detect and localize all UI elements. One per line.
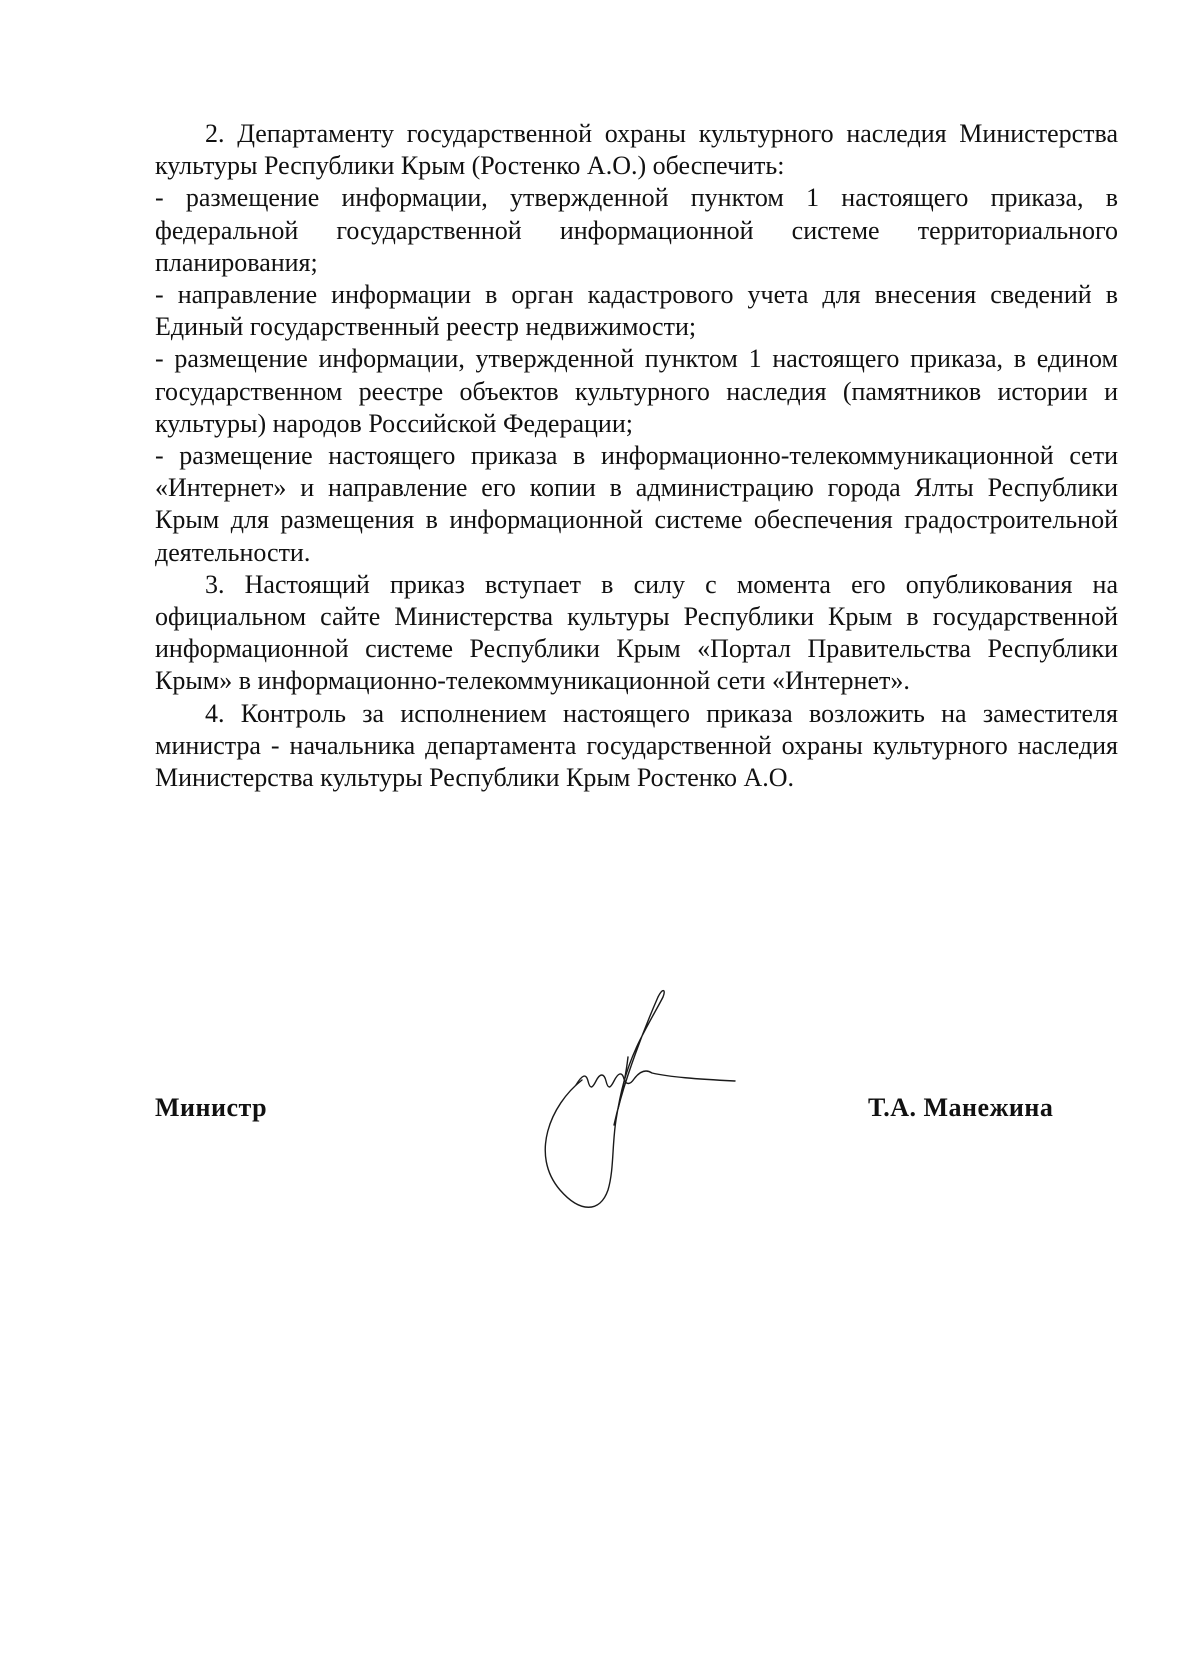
- list-item-publish-planning-system: - размещение информации, утвержденной пунктом 1 настоящего приказа, в федеральной государственной информационной системе территориального планирования;: [155, 183, 1118, 277]
- signature-stroke-letters: [576, 1071, 735, 1087]
- paragraph-item-2: 2. Департаменту государственной охраны культурного наследия Министерства культуры Республики Крым (Ростенко А.О.) обеспечить:: [155, 119, 1118, 181]
- list-item-heritage-registry: - размещение информации, утвержденной пунктом 1 настоящего приказа, в едином государственном реестре объектов культурного наследия (памятников истории и культуры) народов Российской Федерации;: [155, 344, 1118, 438]
- list-item-internet-publication: - размещение настоящего приказа в информационно-телекоммуникационной сети «Интернет» и направление его копии в администрацию города Ялты Республики Крым для размещения в информационной системе обеспечения градостроительной деятельности.: [155, 441, 1118, 567]
- list-item-cadastral-registry: - направление информации в орган кадастрового учета для внесения сведений в Единый государственный реестр недвижимости;: [155, 280, 1118, 342]
- signature-stroke-cross: [618, 1057, 628, 1109]
- signatory-name: Т.А. Манежина: [868, 1093, 1054, 1122]
- signatory-position: Министр: [155, 1093, 268, 1122]
- paragraph-item-4: 4. Контроль за исполнением настоящего приказа возложить на заместителя министра - начальника департамента государственной охраны культурного наследия Министерства культуры Республики Крым Ростенко А.О.: [155, 698, 1118, 793]
- document-body: [155, 118, 1118, 794]
- signature-stroke-loop: [545, 991, 664, 1208]
- paragraph-item-3: 3. Настоящий приказ вступает в силу с момента его опубликования на официальном сайте Министерства культуры Республики Крым в государственной информационной системе Республики Крым «Портал Правительства Республики Крым» в информационно-телекоммуникационной сети «Интернет».: [155, 569, 1118, 696]
- handwritten-signature: [530, 985, 750, 1225]
